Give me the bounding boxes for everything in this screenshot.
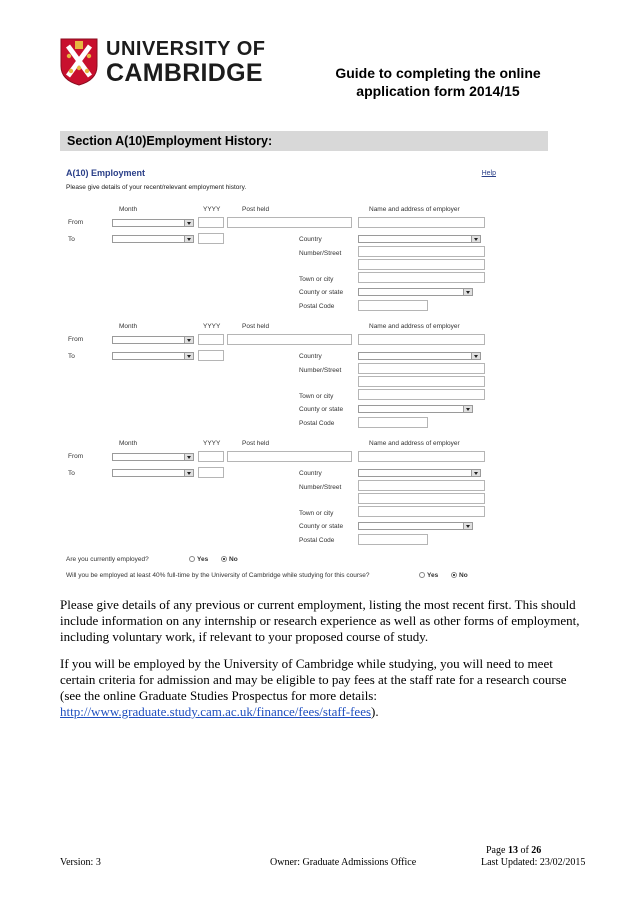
staff-fees-link[interactable]: http://www.graduate.study.cam.ac.uk/finance/fees/staff-fees: [60, 704, 372, 719]
to-label: To: [68, 470, 75, 477]
street-input-2[interactable]: [358, 376, 485, 387]
forty-yes-radio[interactable]: [419, 572, 425, 578]
document-title-line-1: Guide to completing the online: [335, 65, 541, 81]
page-prefix: Page: [486, 845, 506, 856]
section-heading: Section A(10)Employment History:: [60, 131, 548, 151]
form-title: A(10) Employment: [66, 168, 146, 178]
chevron-down-icon: [471, 470, 480, 476]
street-input-2[interactable]: [358, 493, 485, 504]
to-month-select[interactable]: [112, 352, 194, 360]
col-year: YYYY: [203, 440, 221, 447]
postal-input[interactable]: [358, 417, 428, 428]
county-label: County or state: [299, 406, 344, 413]
country-label: Country: [299, 353, 322, 360]
employed-no-radio[interactable]: [221, 556, 227, 562]
country-label: Country: [299, 470, 322, 477]
col-employer: Name and address of employer: [369, 440, 460, 447]
col-month: Month: [119, 440, 138, 447]
town-label: Town or city: [299, 510, 334, 517]
street-input-1[interactable]: [358, 363, 485, 374]
chevron-down-icon: [184, 337, 193, 343]
street-input-1[interactable]: [358, 480, 485, 491]
col-month: Month: [119, 206, 138, 213]
from-label: From: [68, 219, 84, 226]
currently-employed-question: Are you currently employed?: [66, 556, 149, 563]
to-month-select[interactable]: [112, 235, 194, 243]
chevron-down-icon: [184, 236, 193, 242]
from-label: From: [68, 336, 84, 343]
town-input[interactable]: [358, 506, 485, 517]
from-label: From: [68, 453, 84, 460]
paragraph-employment-details: Please give details of any previous or current employment, listing the most recent first. This should include information on any internship or research experience as well as other forms of employment, including voluntary work, if relevant to your proposed course of study.: [60, 597, 580, 644]
street-label: Number/Street: [299, 367, 342, 374]
postal-input[interactable]: [358, 534, 428, 545]
from-year-input[interactable]: [198, 451, 224, 462]
from-month-select[interactable]: [112, 336, 194, 344]
chevron-down-icon: [184, 470, 193, 476]
to-year-input[interactable]: [198, 467, 224, 478]
university-logo: [60, 38, 282, 88]
street-label: Number/Street: [299, 250, 342, 257]
from-month-select[interactable]: [112, 219, 194, 227]
document-title-line-2: application form 2014/15: [356, 83, 520, 99]
employer-name-input[interactable]: [358, 334, 485, 345]
country-select[interactable]: [358, 235, 481, 243]
to-label: To: [68, 353, 75, 360]
postal-input[interactable]: [358, 300, 428, 311]
forty-percent-question: Will you be employed at least 40% full-time by the University of Cambridge while studying for this course?: [66, 572, 370, 579]
chevron-down-icon: [463, 523, 472, 529]
page-number: [486, 845, 541, 857]
town-input[interactable]: [358, 272, 485, 283]
paragraph-staff-fees-end: ).: [371, 704, 379, 719]
chevron-down-icon: [184, 454, 193, 460]
employed-yes-radio[interactable]: [189, 556, 195, 562]
employment-form-screenshot: [62, 164, 498, 584]
town-label: Town or city: [299, 393, 334, 400]
country-label: Country: [299, 236, 322, 243]
logo-line-1: UNIVERSITY OF: [106, 38, 266, 60]
col-month: Month: [119, 323, 138, 330]
country-select[interactable]: [358, 469, 481, 477]
page-of: of: [520, 845, 529, 856]
footer-updated: Last Updated: 23/02/2015: [481, 857, 586, 868]
col-employer: Name and address of employer: [369, 206, 460, 213]
chevron-down-icon: [184, 220, 193, 226]
footer-owner: Owner: Graduate Admissions Office: [270, 857, 417, 868]
chevron-down-icon: [471, 353, 480, 359]
to-year-input[interactable]: [198, 350, 224, 361]
col-year: YYYY: [203, 323, 221, 330]
forty-no-radio[interactable]: [451, 572, 457, 578]
paragraph-staff-fees-text: If you will be employed by the University of Cambridge while studying, you will need to meet certain criteria for admission and may be eligible to pay fees at the staff rate for a research course (see the online Graduate Studies Prospectus for more details:: [60, 656, 567, 703]
chevron-down-icon: [471, 236, 480, 242]
col-post: Post held: [242, 206, 270, 213]
county-label: County or state: [299, 289, 344, 296]
county-select[interactable]: [358, 405, 473, 413]
col-post: Post held: [242, 323, 270, 330]
paragraph-staff-fees: [60, 656, 580, 720]
country-select[interactable]: [358, 352, 481, 360]
employed-yes-label: Yes: [197, 556, 209, 563]
to-label: To: [68, 236, 75, 243]
chevron-down-icon: [184, 353, 193, 359]
to-month-select[interactable]: [112, 469, 194, 477]
col-year: YYYY: [203, 206, 221, 213]
page-current: 13: [507, 845, 518, 856]
from-year-input[interactable]: [198, 334, 224, 345]
logo-line-2: CAMBRIDGE: [106, 59, 263, 87]
post-held-input[interactable]: [227, 334, 352, 345]
col-employer: Name and address of employer: [369, 323, 460, 330]
county-label: County or state: [299, 523, 344, 530]
document-title: [318, 64, 558, 100]
town-label: Town or city: [299, 276, 334, 283]
post-held-input[interactable]: [227, 217, 352, 228]
logo-wordmark: [106, 38, 266, 86]
county-select[interactable]: [358, 522, 473, 530]
help-link[interactable]: Help: [481, 170, 496, 177]
county-select[interactable]: [358, 288, 473, 296]
forty-no-label: No: [459, 572, 468, 579]
forty-yes-label: Yes: [427, 572, 439, 579]
street-input-1[interactable]: [358, 246, 485, 257]
chevron-down-icon: [463, 289, 472, 295]
employer-name-input[interactable]: [358, 451, 485, 462]
street-label: Number/Street: [299, 484, 342, 491]
chevron-down-icon: [463, 406, 472, 412]
employed-no-label: No: [229, 556, 238, 563]
postal-label: Postal Code: [299, 537, 335, 544]
footer-version: Version: 3: [60, 857, 101, 868]
to-year-input[interactable]: [198, 233, 224, 244]
from-month-select[interactable]: [112, 453, 194, 461]
post-held-input[interactable]: [227, 451, 352, 462]
employer-name-input[interactable]: [358, 217, 485, 228]
from-year-input[interactable]: [198, 217, 224, 228]
postal-label: Postal Code: [299, 420, 335, 427]
town-input[interactable]: [358, 389, 485, 400]
col-post: Post held: [242, 440, 270, 447]
form-intro: Please give details of your recent/relevant employment history.: [66, 184, 247, 191]
postal-label: Postal Code: [299, 303, 335, 310]
page-total: 26: [531, 845, 542, 856]
coat-of-arms-icon: [60, 38, 98, 86]
street-input-2[interactable]: [358, 259, 485, 270]
